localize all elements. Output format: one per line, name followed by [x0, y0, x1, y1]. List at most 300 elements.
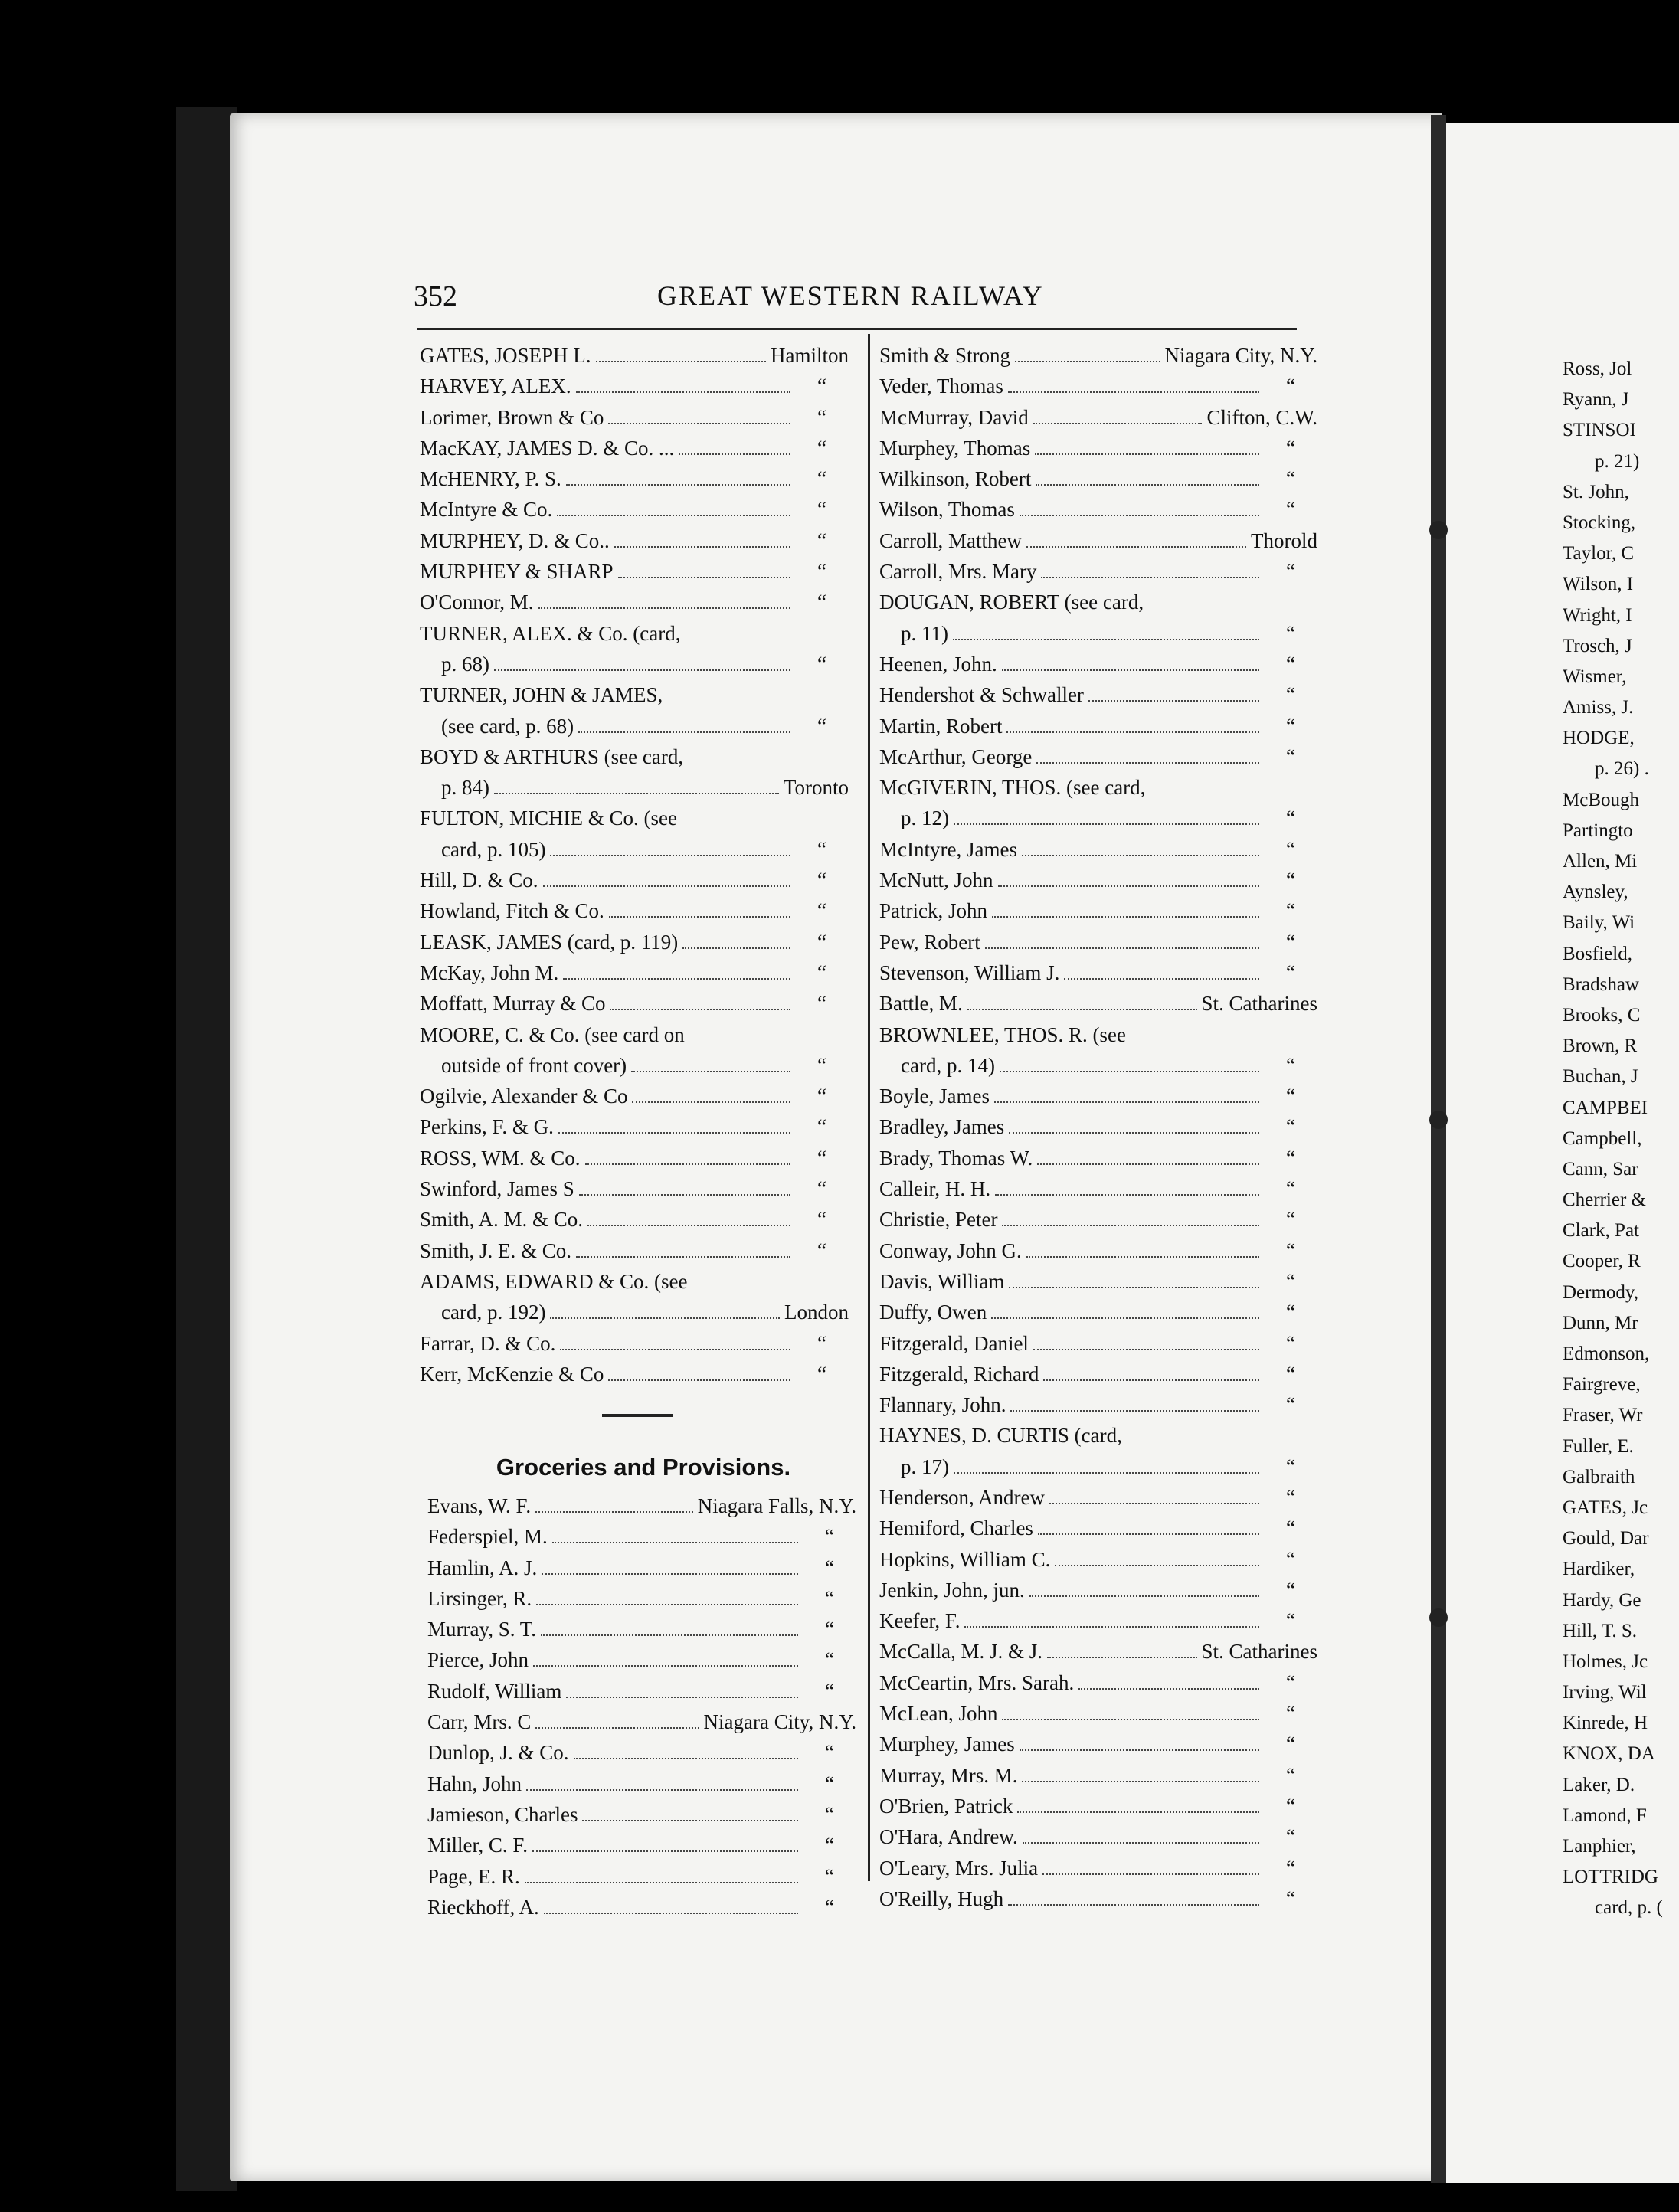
- directory-entry: [420, 927, 849, 957]
- directory-entry: [879, 371, 1317, 401]
- leader-dots: [533, 1657, 798, 1667]
- entry-name: Bradley, James: [879, 1115, 1005, 1139]
- directory-entry: [879, 1575, 1317, 1605]
- leader-dots: [991, 1310, 1259, 1319]
- entry-name: ADAMS, EDWARD & Co. (see: [420, 1269, 688, 1293]
- directory-entry: [879, 895, 1317, 926]
- leader-dots: [535, 1504, 693, 1513]
- facing-page-line: St. John,: [1563, 481, 1629, 502]
- entry-name: BROWNLEE, THOS. R. (see: [879, 1023, 1126, 1046]
- directory-entry: [420, 402, 849, 433]
- directory-entry: [879, 1328, 1317, 1359]
- entry-name: Conway, John G.: [879, 1239, 1022, 1262]
- entry-place: “: [825, 1864, 834, 1888]
- entry-place: “: [817, 591, 826, 614]
- entry-name: Farrar, D. & Co.: [420, 1331, 556, 1355]
- entry-name: MOORE, C. & Co. (see card on: [420, 1023, 685, 1046]
- book-gutter: [1431, 115, 1446, 2183]
- leader-dots: [685, 633, 844, 640]
- entry-place: “: [1286, 1485, 1295, 1509]
- leader-dots: [1049, 1495, 1259, 1504]
- entry-place: “: [825, 1741, 834, 1765]
- entry-name: Hemiford, Charles: [879, 1517, 1033, 1540]
- leader-dots: [1009, 1124, 1259, 1134]
- directory-entry: [879, 1605, 1317, 1636]
- leader-dots: [992, 908, 1259, 918]
- directory-entry: [879, 1698, 1317, 1729]
- directory-entry: [879, 1111, 1317, 1142]
- leader-dots: [688, 756, 844, 764]
- entry-place: “: [1286, 807, 1295, 830]
- directory-entry: [879, 525, 1317, 556]
- entry-name: Jenkin, John, jun.: [879, 1578, 1025, 1602]
- directory-entry: [427, 1861, 856, 1892]
- entry-place: “: [1286, 1517, 1295, 1540]
- directory-entry: [879, 1173, 1317, 1204]
- entry-place: “: [817, 1146, 826, 1170]
- directory-entry: [420, 1266, 849, 1297]
- entry-name: Rudolf, William: [427, 1679, 562, 1703]
- entry-place: “: [825, 1802, 834, 1826]
- leader-dots: [526, 1782, 798, 1791]
- leader-dots: [632, 1094, 790, 1103]
- leader-dots: [1127, 1435, 1313, 1442]
- leader-dots: [1055, 1557, 1259, 1566]
- facing-page-line: Wright, I: [1563, 604, 1632, 626]
- facing-page-line: Stocking,: [1563, 512, 1636, 533]
- leader-dots: [614, 538, 790, 548]
- directory-entry: [879, 587, 1317, 617]
- directory-entry: [879, 402, 1317, 433]
- entry-place: “: [1286, 1856, 1295, 1880]
- entry-place: “: [1286, 1794, 1295, 1818]
- leader-dots: [994, 1094, 1259, 1103]
- entry-place: “: [825, 1618, 834, 1641]
- facing-page-line: STINSOI: [1563, 420, 1636, 441]
- leader-dots: [1036, 476, 1259, 486]
- directory-entry: [879, 834, 1317, 865]
- directory-entry: [420, 1050, 849, 1081]
- facing-page-line: Amiss, J.: [1563, 697, 1634, 718]
- entry-name: TURNER, JOHN & JAMES,: [420, 683, 663, 707]
- leader-dots: [1037, 1156, 1259, 1165]
- leader-dots: [954, 1464, 1259, 1474]
- entry-place: “: [1286, 1702, 1295, 1726]
- directory-entry: [420, 494, 849, 525]
- entry-name: HARVEY, ALEX.: [420, 375, 571, 398]
- leader-dots: [1078, 1680, 1259, 1690]
- header-rule: [417, 328, 1297, 330]
- entry-name: Miller, C. F.: [427, 1834, 529, 1857]
- entry-place: “: [1286, 1177, 1295, 1201]
- entry-name: DOUGAN, ROBERT (see card,: [879, 591, 1144, 614]
- facing-page-line: GATES, Jc: [1563, 1497, 1648, 1518]
- directory-entry: [420, 340, 849, 371]
- leader-dots: [532, 1843, 798, 1852]
- entry-place: “: [1286, 1763, 1295, 1787]
- entry-place: “: [1286, 930, 1295, 954]
- directory-entry: [879, 1050, 1317, 1081]
- entry-name: Evans, W. F.: [427, 1494, 532, 1517]
- leader-dots: [679, 446, 790, 455]
- entry-name: Battle, M.: [879, 992, 963, 1016]
- groceries-listing: [427, 1490, 856, 1922]
- directory-entry: [879, 772, 1317, 803]
- entry-name: BOYD & ARTHURS (see card,: [420, 744, 684, 768]
- facing-page-line: Campbell,: [1563, 1127, 1642, 1149]
- entry-place: “: [1286, 1547, 1295, 1571]
- entry-place: “: [817, 436, 826, 460]
- entry-name: Davis, William: [879, 1269, 1005, 1293]
- leader-dots: [1036, 754, 1259, 764]
- entry-place: “: [825, 1679, 834, 1703]
- facing-page-line: Lamond, F: [1563, 1805, 1647, 1826]
- entry-name: McKay, John M.: [420, 960, 559, 984]
- facing-page-line: McBough: [1563, 789, 1639, 810]
- entry-name: Murphey, Thomas: [879, 436, 1031, 460]
- leader-dots: [631, 1063, 790, 1072]
- entry-place: “: [1286, 1825, 1295, 1849]
- facing-page-line: Clark, Pat: [1563, 1220, 1639, 1242]
- entry-name: McGIVERIN, THOS. (see card,: [879, 776, 1146, 800]
- entry-name: O'Reilly, Hugh: [879, 1886, 1004, 1910]
- entry-name: card, p. 14): [901, 1053, 995, 1077]
- entry-name: O'Connor, M.: [420, 591, 534, 614]
- entry-place: “: [1286, 1239, 1295, 1262]
- leader-dots: [1033, 415, 1203, 424]
- entry-name: Calleir, H. H.: [879, 1177, 991, 1201]
- directory-entry: [879, 1019, 1317, 1050]
- leader-dots: [585, 1156, 790, 1165]
- binding-thread: [1429, 521, 1448, 539]
- facing-page-line: Hill, T. S.: [1563, 1620, 1638, 1641]
- entry-name: p. 12): [901, 807, 949, 830]
- entry-place: London: [784, 1301, 849, 1324]
- entry-name: HAYNES, D. CURTIS (card,: [879, 1424, 1122, 1448]
- directory-entry: [427, 1676, 856, 1706]
- facing-page-line: Trosch, J: [1563, 635, 1632, 656]
- directory-entry: [879, 1821, 1317, 1852]
- entry-place: “: [817, 1362, 826, 1386]
- entry-name: Ogilvie, Alexander & Co: [420, 1085, 628, 1108]
- facing-page-line: Aynsley,: [1563, 882, 1628, 903]
- entry-name: Lorimer, Brown & Co: [420, 405, 604, 429]
- entry-name: Veder, Thomas: [879, 375, 1003, 398]
- entry-place: “: [817, 992, 826, 1016]
- directory-entry: [879, 741, 1317, 772]
- entry-name: MURPHEY & SHARP: [420, 560, 614, 584]
- leader-dots: [682, 817, 844, 825]
- leader-dots: [1038, 1526, 1259, 1535]
- directory-entry: [879, 1791, 1317, 1821]
- entry-name: p. 84): [441, 776, 489, 800]
- leader-dots: [1006, 724, 1259, 733]
- directory-entry: [420, 1204, 849, 1235]
- directory-entry: [427, 1583, 856, 1614]
- directory-entry: [427, 1799, 856, 1830]
- entry-name: Moffatt, Murray & Co: [420, 992, 606, 1016]
- left-column-listing: [420, 340, 849, 1389]
- entry-place: “: [817, 1177, 826, 1201]
- entry-place: “: [817, 930, 826, 954]
- entry-name: MURPHEY, D. & Co..: [420, 528, 610, 552]
- directory-entry: [420, 618, 849, 649]
- directory-entry: [879, 463, 1317, 494]
- directory-entry: [420, 1359, 849, 1389]
- entry-name: Heenen, John.: [879, 652, 997, 676]
- leader-dots: [1010, 1402, 1259, 1412]
- entry-name: Smith & Strong: [879, 344, 1011, 367]
- entry-name: Swinford, James S: [420, 1177, 574, 1201]
- leader-dots: [557, 507, 790, 516]
- leader-dots: [953, 631, 1259, 640]
- directory-entry: [879, 1420, 1317, 1451]
- leader-dots: [566, 1689, 798, 1698]
- leader-dots: [558, 1124, 790, 1134]
- leader-dots: [682, 940, 790, 949]
- leader-dots: [609, 908, 790, 918]
- entry-name: Dunlop, J. & Co.: [427, 1741, 569, 1765]
- leader-dots: [998, 878, 1260, 887]
- entry-name: Boyle, James: [879, 1085, 990, 1108]
- facing-page-line: Taylor, C: [1563, 543, 1635, 564]
- entry-name: Federspiel, M.: [427, 1525, 548, 1549]
- entry-name: MacKAY, JAMES D. & Co. ...: [420, 436, 675, 460]
- entry-place: “: [1286, 960, 1295, 984]
- entry-name: Stevenson, William J.: [879, 960, 1060, 984]
- leader-dots: [689, 1034, 844, 1042]
- facing-page-line: Edmonson,: [1563, 1343, 1650, 1364]
- leader-dots: [582, 1812, 798, 1821]
- directory-entry: [879, 1883, 1317, 1914]
- directory-entry: [420, 803, 849, 833]
- leader-dots: [985, 940, 1259, 949]
- leader-dots: [576, 1248, 790, 1258]
- entry-place: “: [817, 1115, 826, 1139]
- entry-place: Niagara City, N.Y.: [1164, 344, 1317, 367]
- directory-entry: [420, 957, 849, 988]
- directory-entry: [879, 494, 1317, 525]
- entry-place: “: [817, 714, 826, 738]
- entry-name: Murray, S. T.: [427, 1618, 536, 1641]
- directory-entry: [420, 895, 849, 926]
- facing-page-line: Ross, Jol: [1563, 358, 1632, 379]
- entry-place: “: [817, 1085, 826, 1108]
- entry-place: “: [1286, 1454, 1295, 1478]
- directory-entry: [879, 988, 1317, 1019]
- leader-dots: [560, 1341, 790, 1350]
- leader-dots: [576, 384, 790, 393]
- entry-name: Wilson, Thomas: [879, 498, 1015, 522]
- directory-entry: [427, 1644, 856, 1675]
- entry-place: “: [1286, 1393, 1295, 1417]
- directory-entry: [879, 1266, 1317, 1297]
- facing-page-line: Fuller, E.: [1563, 1435, 1634, 1457]
- directory-entry: [420, 834, 849, 865]
- leader-dots: [587, 1217, 790, 1226]
- entry-name: Flannary, John.: [879, 1393, 1006, 1417]
- leader-dots: [535, 1720, 699, 1729]
- entry-place: “: [1286, 652, 1295, 676]
- leader-dots: [1002, 1217, 1259, 1226]
- facing-page-line: Lanphier,: [1563, 1836, 1636, 1857]
- entry-place: “: [817, 1239, 826, 1262]
- directory-entry: [420, 988, 849, 1019]
- entry-name: McHENRY, P. S.: [420, 467, 561, 491]
- leader-dots: [1148, 601, 1313, 609]
- entry-place: “: [1286, 1331, 1295, 1355]
- entry-name: ROSS, WM. & Co.: [420, 1146, 581, 1170]
- facing-page-line: Wismer,: [1563, 666, 1627, 687]
- directory-entry: [879, 803, 1317, 833]
- section-divider: [602, 1414, 673, 1417]
- entry-place: “: [1286, 1670, 1295, 1694]
- directory-entry: [879, 1513, 1317, 1543]
- entry-place: “: [1286, 498, 1295, 522]
- entry-name: Hendershot & Schwaller: [879, 683, 1084, 707]
- facing-page-line: p. 21): [1595, 450, 1640, 472]
- directory-entry: [879, 618, 1317, 649]
- entry-name: Smith, A. M. & Co.: [420, 1208, 584, 1232]
- entry-place: “: [1286, 1208, 1295, 1232]
- facing-page-text: [1563, 354, 1679, 1924]
- directory-entry: [420, 1235, 849, 1266]
- leader-dots: [1042, 1866, 1259, 1875]
- directory-entry: [420, 711, 849, 741]
- directory-entry: [420, 1297, 849, 1327]
- entry-name: card, p. 192): [441, 1301, 546, 1324]
- entry-place: “: [825, 1525, 834, 1549]
- entry-place: “: [817, 560, 826, 584]
- directory-entry: [879, 1729, 1317, 1759]
- leader-dots: [579, 1186, 790, 1196]
- entry-name: Carroll, Mrs. Mary: [879, 560, 1037, 584]
- leader-dots: [1002, 1711, 1259, 1720]
- directory-entry: [879, 556, 1317, 587]
- entry-name: McIntyre & Co.: [420, 498, 553, 522]
- leader-dots: [574, 1750, 798, 1759]
- leader-dots: [1020, 1742, 1259, 1751]
- directory-entry: [420, 1081, 849, 1111]
- entry-place: “: [1286, 1609, 1295, 1633]
- entry-place: “: [1286, 714, 1295, 738]
- facing-page-line: Baily, Wi: [1563, 912, 1635, 934]
- directory-entry: [879, 711, 1317, 741]
- directory-entry: [879, 649, 1317, 679]
- directory-entry: [879, 679, 1317, 710]
- entry-place: “: [1286, 1115, 1295, 1139]
- directory-entry: [879, 1081, 1317, 1111]
- facing-page-line: Partingto: [1563, 820, 1633, 841]
- facing-page-line: Dunn, Mr: [1563, 1312, 1638, 1333]
- leader-dots: [544, 1905, 798, 1914]
- entry-name: Rieckhoff, A.: [427, 1895, 539, 1919]
- entry-name: LEASK, JAMES (card, p. 119): [420, 930, 679, 954]
- entry-name: McIntyre, James: [879, 837, 1017, 861]
- leader-dots: [667, 694, 844, 702]
- facing-page-line: Galbraith: [1563, 1466, 1635, 1487]
- entry-place: “: [817, 1331, 826, 1355]
- directory-entry: [427, 1769, 856, 1799]
- facing-page-line: Fairgreve,: [1563, 1374, 1641, 1396]
- facing-page-line: CAMPBEI: [1563, 1097, 1648, 1118]
- entry-name: p. 11): [901, 621, 948, 645]
- leader-dots: [1041, 569, 1259, 578]
- facing-page-line: HODGE,: [1563, 728, 1635, 749]
- directory-entry: [420, 587, 849, 617]
- entry-place: “: [817, 960, 826, 984]
- directory-entry: [879, 1544, 1317, 1575]
- leader-dots: [1020, 507, 1259, 516]
- binding-thread: [1429, 1111, 1448, 1129]
- entry-place: “: [1286, 1053, 1295, 1077]
- entry-name: McMurray, David: [879, 405, 1029, 429]
- entry-place: Hamilton: [771, 344, 849, 367]
- leader-dots: [536, 1596, 798, 1605]
- entry-name: McCalla, M. J. & J.: [879, 1640, 1042, 1664]
- leader-dots: [692, 1281, 844, 1288]
- entry-place: “: [817, 405, 826, 429]
- leader-dots: [494, 662, 790, 671]
- directory-entry: [420, 1143, 849, 1173]
- directory-entry: [427, 1553, 856, 1583]
- directory-entry: [420, 525, 849, 556]
- directory-entry: [420, 741, 849, 772]
- facing-page-line: Cann, Sar: [1563, 1158, 1638, 1180]
- entry-name: Perkins, F. & G.: [420, 1115, 554, 1139]
- directory-entry: [879, 927, 1317, 957]
- directory-entry: [420, 1111, 849, 1142]
- leader-dots: [610, 1001, 790, 1010]
- leader-dots: [1047, 1649, 1197, 1658]
- entry-name: Pierce, John: [427, 1648, 529, 1672]
- entry-place: “: [825, 1834, 834, 1857]
- entry-name: Keefer, F.: [879, 1609, 961, 1633]
- directory-entry: [879, 1667, 1317, 1698]
- leader-dots: [550, 847, 790, 856]
- directory-entry: [420, 433, 849, 463]
- running-title: GREAT WESTERN RAILWAY: [657, 280, 1044, 311]
- leader-dots: [1088, 692, 1259, 702]
- facing-page-line: Fraser, Wr: [1563, 1405, 1643, 1426]
- entry-place: “: [817, 899, 826, 923]
- entry-place: “: [1286, 683, 1295, 707]
- facing-page-line: Dermody,: [1563, 1281, 1639, 1303]
- entry-name: FULTON, MICHIE & Co. (see: [420, 807, 677, 830]
- entry-name: Carr, Mrs. C: [427, 1710, 532, 1734]
- directory-entry: [420, 649, 849, 679]
- entry-place: “: [817, 375, 826, 398]
- directory-entry: [427, 1521, 856, 1552]
- entry-place: “: [817, 1208, 826, 1232]
- entry-name: McLean, John: [879, 1702, 998, 1726]
- leader-dots: [552, 1534, 798, 1543]
- entry-name: Howland, Fitch & Co.: [420, 899, 604, 923]
- leader-dots: [1035, 446, 1259, 455]
- leader-dots: [494, 785, 779, 794]
- entry-name: Page, E. R.: [427, 1864, 520, 1888]
- leader-dots: [1008, 1896, 1259, 1906]
- leader-dots: [1043, 1372, 1259, 1381]
- directory-entry: [420, 772, 849, 803]
- entry-place: “: [1286, 436, 1295, 460]
- entry-place: Niagara Falls, N.Y.: [697, 1494, 856, 1517]
- entry-place: “: [825, 1895, 834, 1919]
- facing-page-line: Cherrier &: [1563, 1189, 1646, 1211]
- leader-dots: [1008, 384, 1259, 393]
- directory-entry: [879, 1389, 1317, 1420]
- binding-thread: [1429, 1608, 1448, 1627]
